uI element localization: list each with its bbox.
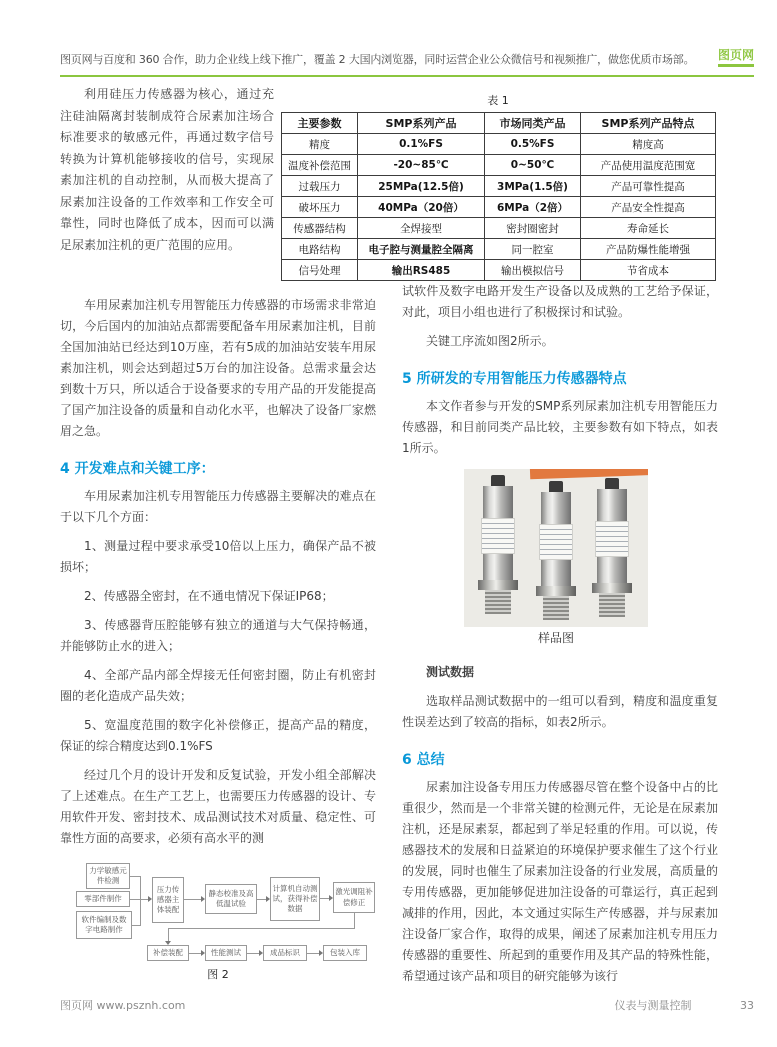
table-cell: 过载压力 [282, 176, 358, 197]
table-cell: 3MPa(1.5倍) [485, 176, 581, 197]
connector-line [320, 898, 329, 899]
table-cell: 输出模拟信号 [485, 260, 581, 281]
table-cell: 全焊接型 [358, 218, 485, 239]
process-paragraph: 经过几个月的设计开发和反复试验，开发小组全部解决了上述难点。在生产工艺上，也需要压力传感器的设计、专用软件开发、密封技术、成品测试技术对质量、稳定性、可靠性方面的高要求，必须有高水平的测 [60, 768, 376, 845]
table-row [282, 155, 716, 176]
sensor-body [597, 489, 627, 521]
flow-step-laser-trim: 激光调阻补偿修正 [333, 882, 375, 913]
list-item: 3、传感器背压腔能够有独立的通道与大气保持畅通，并能够防止水的进入； [60, 618, 376, 653]
sensor-label [595, 521, 629, 557]
table-cell: 寿命延长 [581, 218, 716, 239]
connector-line [140, 876, 141, 926]
test-data-paragraph: 选取样品测试数据中的一组可以看到，精度和温度重复性误差达到了较高的指标，如表2所示。 [402, 694, 718, 729]
flow-step-packing: 包装入库 [323, 945, 367, 961]
footer-site-url: www.psznh.com [96, 999, 186, 1012]
table-row [282, 218, 716, 239]
pressure-sensor-image [592, 478, 632, 617]
footer-site [60, 997, 185, 1013]
figure-reference-paragraph: 关键工序流如图2所示。 [426, 334, 554, 348]
flow-step-performance-test: 性能测试 [205, 945, 247, 961]
left-column [60, 287, 376, 983]
flow-step-compensation: 补偿装配 [147, 945, 189, 961]
sensor-body [483, 486, 513, 518]
flow-step-input-3: 软件编制及数字电路制作 [76, 911, 132, 939]
arrow-icon [319, 950, 323, 956]
table-cell: -20~85℃ [358, 155, 485, 176]
right-column [402, 273, 718, 987]
page-number: 33 [740, 999, 754, 1012]
connector-line [140, 899, 148, 900]
table-cell: 传感器结构 [282, 218, 358, 239]
table-cell: 输出RS485 [358, 260, 485, 281]
site-logo: 图页网 [718, 46, 754, 67]
journal-name: 仪表与测量控制 [614, 999, 692, 1012]
table1-caption: 表 1 [487, 94, 509, 107]
sensor-nut [478, 580, 518, 590]
connector-line [132, 925, 140, 926]
table-cell: 0~50℃ [485, 155, 581, 176]
section-4-intro: 车用尿素加注机专用智能压力传感器主要解决的难点在于以下几个方面： [60, 489, 376, 524]
table-cell: 产品安全性提高 [581, 197, 716, 218]
section-5-heading: 5 所研发的专用智能压力传感器特点 [402, 371, 627, 387]
table-row [282, 176, 716, 197]
arrow-icon [266, 896, 270, 902]
table-cell: 40MPa（20倍） [358, 197, 485, 218]
table-row [282, 134, 716, 155]
table-cell: 节省成本 [581, 260, 716, 281]
connector-line [130, 899, 140, 900]
flow-step-input-2: 零部件制作 [76, 891, 130, 907]
sample-photo-caption: 样品图 [537, 631, 574, 645]
continuation-paragraph: 试软件及数字电路开发生产设备以及成熟的工艺给予保证，对此，项目小组也进行了积极探讨和试验。 [402, 284, 718, 319]
table-cell: 25MPa(12.5倍) [358, 176, 485, 197]
arrow-icon [148, 896, 152, 902]
table-cell: 精度高 [581, 134, 716, 155]
market-demand-paragraph: 车用尿素加注机专用智能压力传感器的市场需求非常迫切，今后国内的加油站点都需要配备车用尿素加注机，目前全国加油站已经达到10万座，若有5成的加油站安装车用尿素加注机，则会达到超过5万台的加注设备。总需求量会达到数十万只，所以适合于设备要求的专用产品的开发能提高了国产加注设备的质量和自动化水平，也解决了设备厂家燃眉之急。 [60, 298, 376, 438]
list-item: 4、全部产品内部全焊接无任何密封圈，防止有机密封圈的老化造成产品失效； [60, 668, 376, 703]
sensor-body [483, 554, 513, 580]
flow-step-input-1: 力学敏感元件检测 [86, 863, 130, 889]
table-row [282, 239, 716, 260]
table-row [282, 197, 716, 218]
list-item: 5、宽温度范围的数字化补偿修正，提高产品的精度，保证的综合精度达到0.1%FS [60, 718, 376, 753]
sensor-thread [543, 596, 569, 620]
connector-line [184, 899, 201, 900]
sensor-label [539, 524, 573, 560]
flow-step-assembly: 压力传感器主体装配 [152, 877, 184, 923]
page-header [60, 46, 754, 77]
column-header: SMP系列产品 [358, 113, 485, 134]
process-flowchart [60, 861, 376, 983]
sensor-nut [536, 586, 576, 596]
sensor-nut [592, 583, 632, 593]
section-6-heading: 6 总结 [402, 752, 445, 768]
sensor-body [541, 560, 571, 586]
connector-line [168, 928, 355, 929]
table-cell: 密封圈密封 [485, 218, 581, 239]
sensor-cap [549, 481, 563, 492]
arrow-icon [165, 941, 171, 945]
table-cell: 产品使用温度范围宽 [581, 155, 716, 176]
list-item: 1、测量过程中要求承受10倍以上压力，确保产品不被损坏； [60, 539, 376, 574]
table-cell: 6MPa（2倍） [485, 197, 581, 218]
pressure-sensor-image [536, 481, 576, 620]
connector-line [189, 953, 201, 954]
connector-line [257, 899, 266, 900]
flow-step-calibration: 静态校准及高低温试验 [205, 884, 257, 914]
table-header-row [282, 113, 716, 134]
table-cell: 温度补偿范围 [282, 155, 358, 176]
flow-step-labeling: 成品标识 [263, 945, 307, 961]
summary-paragraph: 尿素加注设备专用压力传感器尽管在整个设备中占的比重很少，然而是一个非常关键的检测元件，无论是在尿素加注机，还是尿素泵，都起到了举足轻重的作用。可以说，传感器技术的发展和日益紧迫的环境保护要求催生了这个行业的发展，同时也催生了尿素加注设备的行业发展，高质量的专用传感器，更加能够促进加注设备的可靠运行，真正起到减排的作用，因此，本文通过实际生产传感器，并与尿素加注设备厂家合作，取得的成果，阐述了尿素加注机专用压力传感器的重要性、所起到的重要作用及其产品的特殊性能，希望通过该产品和项目的研究能够为该行 [402, 780, 718, 983]
table-cell: 产品防爆性能增强 [581, 239, 716, 260]
table-cell: 同一腔室 [485, 239, 581, 260]
intro-paragraph: 利用硅压力传感器为核心，通过充注硅油隔离封装制成符合尿素加注场合标准要求的敏感元件，再通过数字信号转换为计算机能够接收的信号，实现尿素加注机的自动控制，从而极大提高了尿素加注设备的工作效率和工作安全可靠性，同时也降低了成本，因而可以满足尿素加注机的更广范围的应用。 [60, 87, 274, 252]
flow-step-auto-test: 计算机自动测试，获得补偿数据 [270, 877, 320, 921]
sensor-label [481, 518, 515, 554]
column-header: SMP系列产品特点 [581, 113, 716, 134]
table-cell: 产品可靠性提高 [581, 176, 716, 197]
arrow-icon [201, 950, 205, 956]
list-item: 2、传感器全密封，在不通电情况下保证IP68； [84, 589, 334, 603]
table-cell: 0.5%FS [485, 134, 581, 155]
sensor-body [541, 492, 571, 524]
table-cell: 信号处理 [282, 260, 358, 281]
sensor-cap [605, 478, 619, 489]
table1-block [281, 92, 715, 281]
sensor-thread [599, 593, 625, 617]
comparison-table [281, 112, 716, 281]
table-cell: 电路结构 [282, 239, 358, 260]
connector-line [307, 953, 319, 954]
table-cell: 电子腔与测量腔全隔离 [358, 239, 485, 260]
sample-photo [464, 469, 648, 627]
table-cell: 0.1%FS [358, 134, 485, 155]
connector-line [354, 913, 355, 928]
test-data-label: 测试数据 [426, 665, 475, 679]
arrow-icon [259, 950, 263, 956]
header-promo-text: 图页网与百度和 360 合作，助力企业线上线下推广，覆盖 2 大国内浏览器，同时运营企业公众微信号和视频推广，做您优质市场部。 [60, 53, 695, 66]
connector-line [130, 876, 140, 877]
section-4-heading: 4 开发难点和关键工序： [60, 461, 215, 477]
pressure-sensor-image [478, 475, 518, 614]
sensor-body [597, 557, 627, 583]
figure2-caption: 图 2 [207, 968, 229, 981]
arrow-icon [329, 895, 333, 901]
page-footer [60, 997, 754, 1013]
sensor-cap [491, 475, 505, 486]
connector-line [247, 953, 259, 954]
arrow-icon [201, 896, 205, 902]
footer-site-name: 图页网 [60, 999, 93, 1012]
table-cell: 破坏压力 [282, 197, 358, 218]
connector-line [168, 928, 169, 941]
column-header: 市场同类产品 [485, 113, 581, 134]
table-cell: 精度 [282, 134, 358, 155]
sensor-thread [485, 590, 511, 614]
column-header: 主要参数 [282, 113, 358, 134]
footer-journal [615, 997, 755, 1013]
smp-series-paragraph: 本文作者参与开发的SMP系列尿素加注机专用智能压力传感器，和目前同类产品比较，主要参数有如下特点，如表1所示。 [402, 399, 718, 455]
